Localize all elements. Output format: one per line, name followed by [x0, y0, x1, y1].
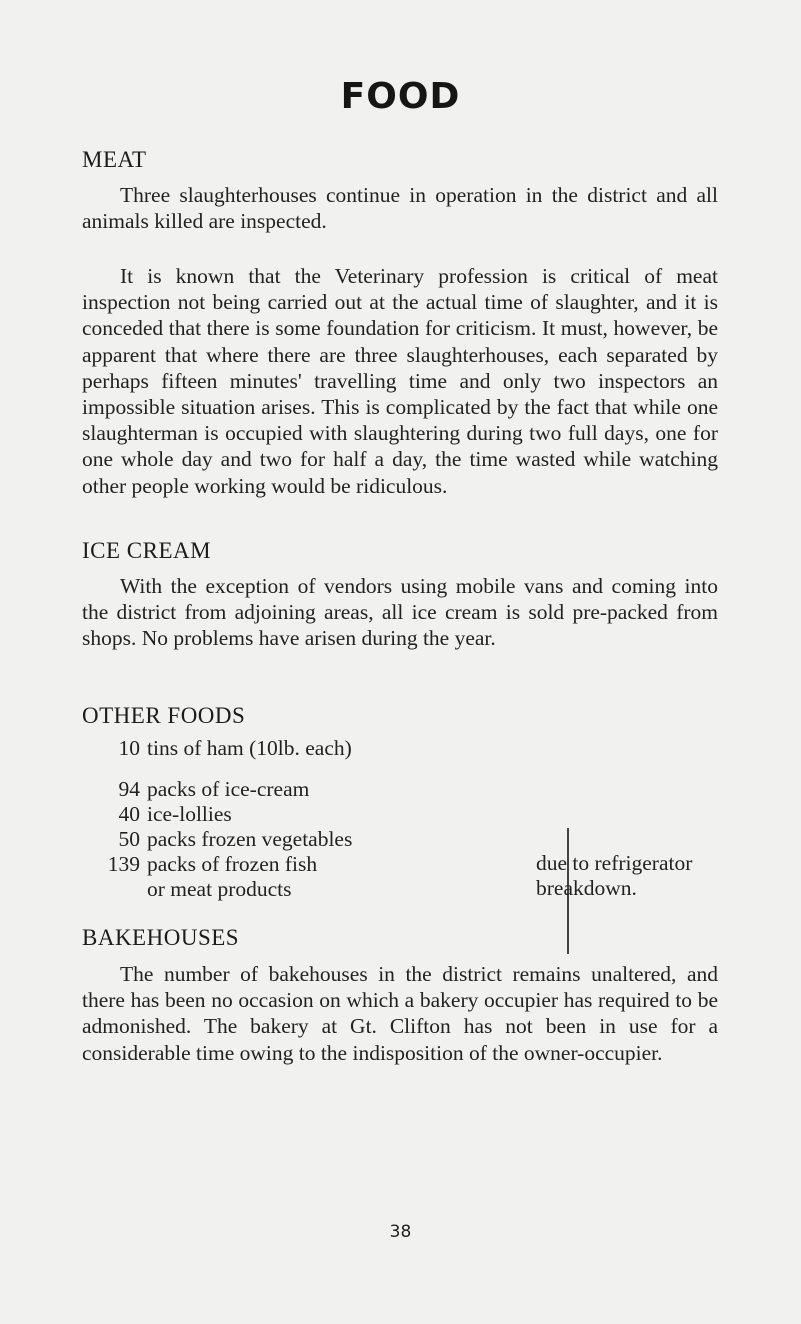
ice-cream-heading: ICE CREAM	[82, 538, 212, 563]
meat-heading: MEAT	[82, 147, 147, 172]
item-description: packs frozen vegetables	[147, 827, 353, 851]
item-description: ice-lollies	[147, 802, 232, 826]
item-quantity: 10	[118, 736, 140, 760]
other-foods-heading: OTHER FOODS	[82, 703, 246, 728]
item-description: tins of ham (10lb. each)	[147, 736, 352, 760]
note-line-1: due to refrigerator	[536, 851, 693, 875]
refrigerator-note	[536, 851, 692, 900]
item-description: or meat products	[147, 877, 292, 901]
item-quantity: 50	[118, 827, 140, 851]
ice-cream-paragraph	[82, 573, 718, 652]
meat-paragraph-1	[82, 182, 718, 234]
meat-paragraph-2	[82, 263, 718, 499]
item-quantity: 94	[118, 777, 140, 801]
item-description: packs of ice-cream	[147, 777, 310, 801]
bakehouses-heading: BAKEHOUSES	[82, 925, 240, 950]
bakehouses-paragraph-text: The number of bakehouses in the district remains unaltered, and there has been no occasion on which a bakery occupier has required to be admonished. The bakery at Gt. Clifton has not been in use for a considerable time owing to the indisposition of the owner-occupier.	[82, 962, 718, 1065]
meat-paragraph-1-text: Three slaughterhouses continue in operation in the district and all animals killed are inspected.	[82, 183, 718, 234]
ice-cream-paragraph-text: With the exception of vendors using mobile vans and coming into the district from adjoining areas, all ice cream is sold pre-packed from shops. No problems have arisen during the year.	[82, 574, 718, 651]
item-quantity: 139	[107, 852, 140, 876]
item-description: packs of frozen fish	[147, 852, 318, 876]
bakehouses-paragraph	[82, 961, 718, 1066]
meat-paragraph-2-text: It is known that the Veterinary profession is critical of meat inspection not being carried out at the actual time of slaughter, and it is conceded that there is some foundation for criticism. It must, however, be apparent that where there are three slaughterhouses, each separated by perhaps fifteen minutes' travelling time and only two inspectors an impossible situation arises. This is complicated by the fact that while one slaughterman is occupied with slaughtering during two full days, one for one whole day and two for half a day, the time wasted while watching other people working would be ridiculous.	[82, 264, 718, 498]
note-line-2: breakdown.	[536, 875, 637, 900]
page-number: 38	[389, 1222, 412, 1242]
item-quantity: 40	[118, 802, 140, 826]
page-title: FOOD	[340, 76, 461, 117]
